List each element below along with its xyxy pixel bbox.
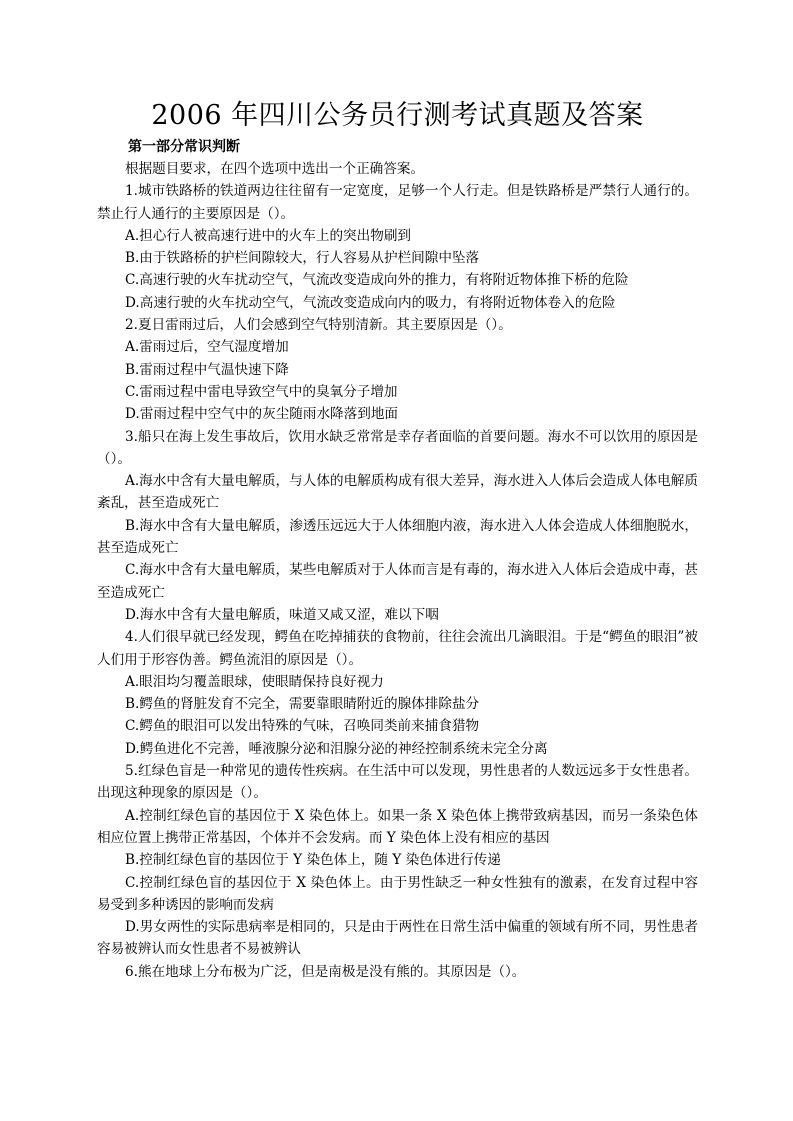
answer-option: B.海水中含有大量电解质，渗透压远远大于人体细胞内液，海水进入人体会造成人体细胞脱水，甚至造成死亡 [97, 517, 698, 557]
answer-option: C.控制红绿色盲的基因位于 X 染色体上。由于男性缺乏一种女性独有的激素，在发育过程中容易受到多种诱因的影响而发病 [97, 874, 698, 913]
answer-option: A.眼泪均匀覆盖眼球，使眼睛保持良好视力 [125, 673, 384, 690]
question-stem: 4.人们很早就已经发现，鳄鱼在吃掉捕获的食物前，往往会流出几滴眼泪。于是“鳄鱼的眼泪”被人们用于形容伪善。鳄鱼流泪的原因是（）。 [97, 629, 698, 668]
answer-option: C.高速行驶的火车扰动空气，气流改变造成向外的推力，有将附近物体推下桥的危险 [125, 272, 629, 289]
answer-option: D.高速行驶的火车扰动空气，气流改变造成向内的吸力，有将附近物体卷入的危险 [125, 294, 616, 311]
answer-option: D.海水中含有大量电解质，味道又咸又涩，难以下咽 [125, 606, 439, 623]
page-title: 2006 年四川公务员行测考试真题及答案 [151, 100, 644, 131]
answer-option: B.由于铁路桥的护栏间隙较大，行人容易从护栏间隙中坠落 [125, 250, 480, 267]
answer-option: B.雷雨过程中气温快速下降 [125, 361, 289, 378]
answer-option: C.海水中含有大量电解质，某些电解质对于人体而言是有毒的，海水进入人体后会造成中毒，甚至造成死亡 [97, 562, 698, 601]
answer-option: A.海水中含有大量电解质，与人体的电解质构成有很大差异，海水进入人体后会造成人体电解质紊乱，甚至造成死亡 [97, 473, 698, 512]
answer-option: B.鳄鱼的肾脏发育不完全，需要靠眼睛附近的腺体排除盐分 [125, 696, 480, 713]
question-stem: 6.熊在地球上分布极为广泛，但是南极是没有熊的。其原因是（）。 [125, 963, 526, 980]
question-stem: 1.城市铁路桥的铁道两边往往留有一定宽度，足够一个人行走。但是铁路桥是严禁行人通行的。禁止行人通行的主要原因是（）。 [97, 183, 698, 222]
document-page [97, 96, 698, 983]
answer-option: C.雷雨过程中雷电导致空气中的臭氧分子增加 [125, 383, 398, 400]
answer-option: D.雷雨过程中空气中的灰尘随雨水降落到地面 [125, 406, 399, 423]
question-stem: 3.船只在海上发生事故后，饮用水缺乏常常是幸存者面临的首要问题。海水不可以饮用的原因是（）。 [97, 428, 698, 467]
answer-option: B.控制红绿色盲的基因位于 Y 染色体上，随 Y 染色体进行传递 [125, 852, 501, 869]
instructions: 根据题目要求，在四个选项中选出一个正确答案。 [125, 161, 425, 177]
answer-option: A.雷雨过后，空气湿度增加 [125, 339, 289, 356]
question-stem: 5.红绿色盲是一种常见的遗传性疾病。在生活中可以发现，男性患者的人数远远多于女性患者。出现这种现象的原因是（）。 [97, 763, 698, 802]
answer-option: A.担心行人被高速行进中的火车上的突出物刷到 [125, 227, 412, 244]
section-heading: 第一部分常识判断 [128, 139, 240, 155]
answer-option: D.鳄鱼进化不完善，唾液腺分泌和泪腺分泌的神经控制系统未完全分离 [125, 740, 548, 757]
answer-option: D.男女两性的实际患病率是相同的，只是由于两性在日常生活中偏重的领域有所不同，男性患者容易被辨认而女性患者不易被辨认 [97, 919, 698, 958]
question-stem: 2.夏日雷雨过后，人们会感到空气特别清新。其主要原因是（）。 [125, 317, 512, 334]
answer-option: C.鳄鱼的眼泪可以发出特殊的气味，召唤同类前来捕食猎物 [125, 718, 480, 735]
answer-option: A.控制红绿色盲的基因位于 X 染色体上。如果一条 X 染色体上携带致病基因，而另一条染色体相应位置上携带正常基因，个体并不会发病。而 Y 染色体上没有相应的基因 [97, 807, 698, 846]
